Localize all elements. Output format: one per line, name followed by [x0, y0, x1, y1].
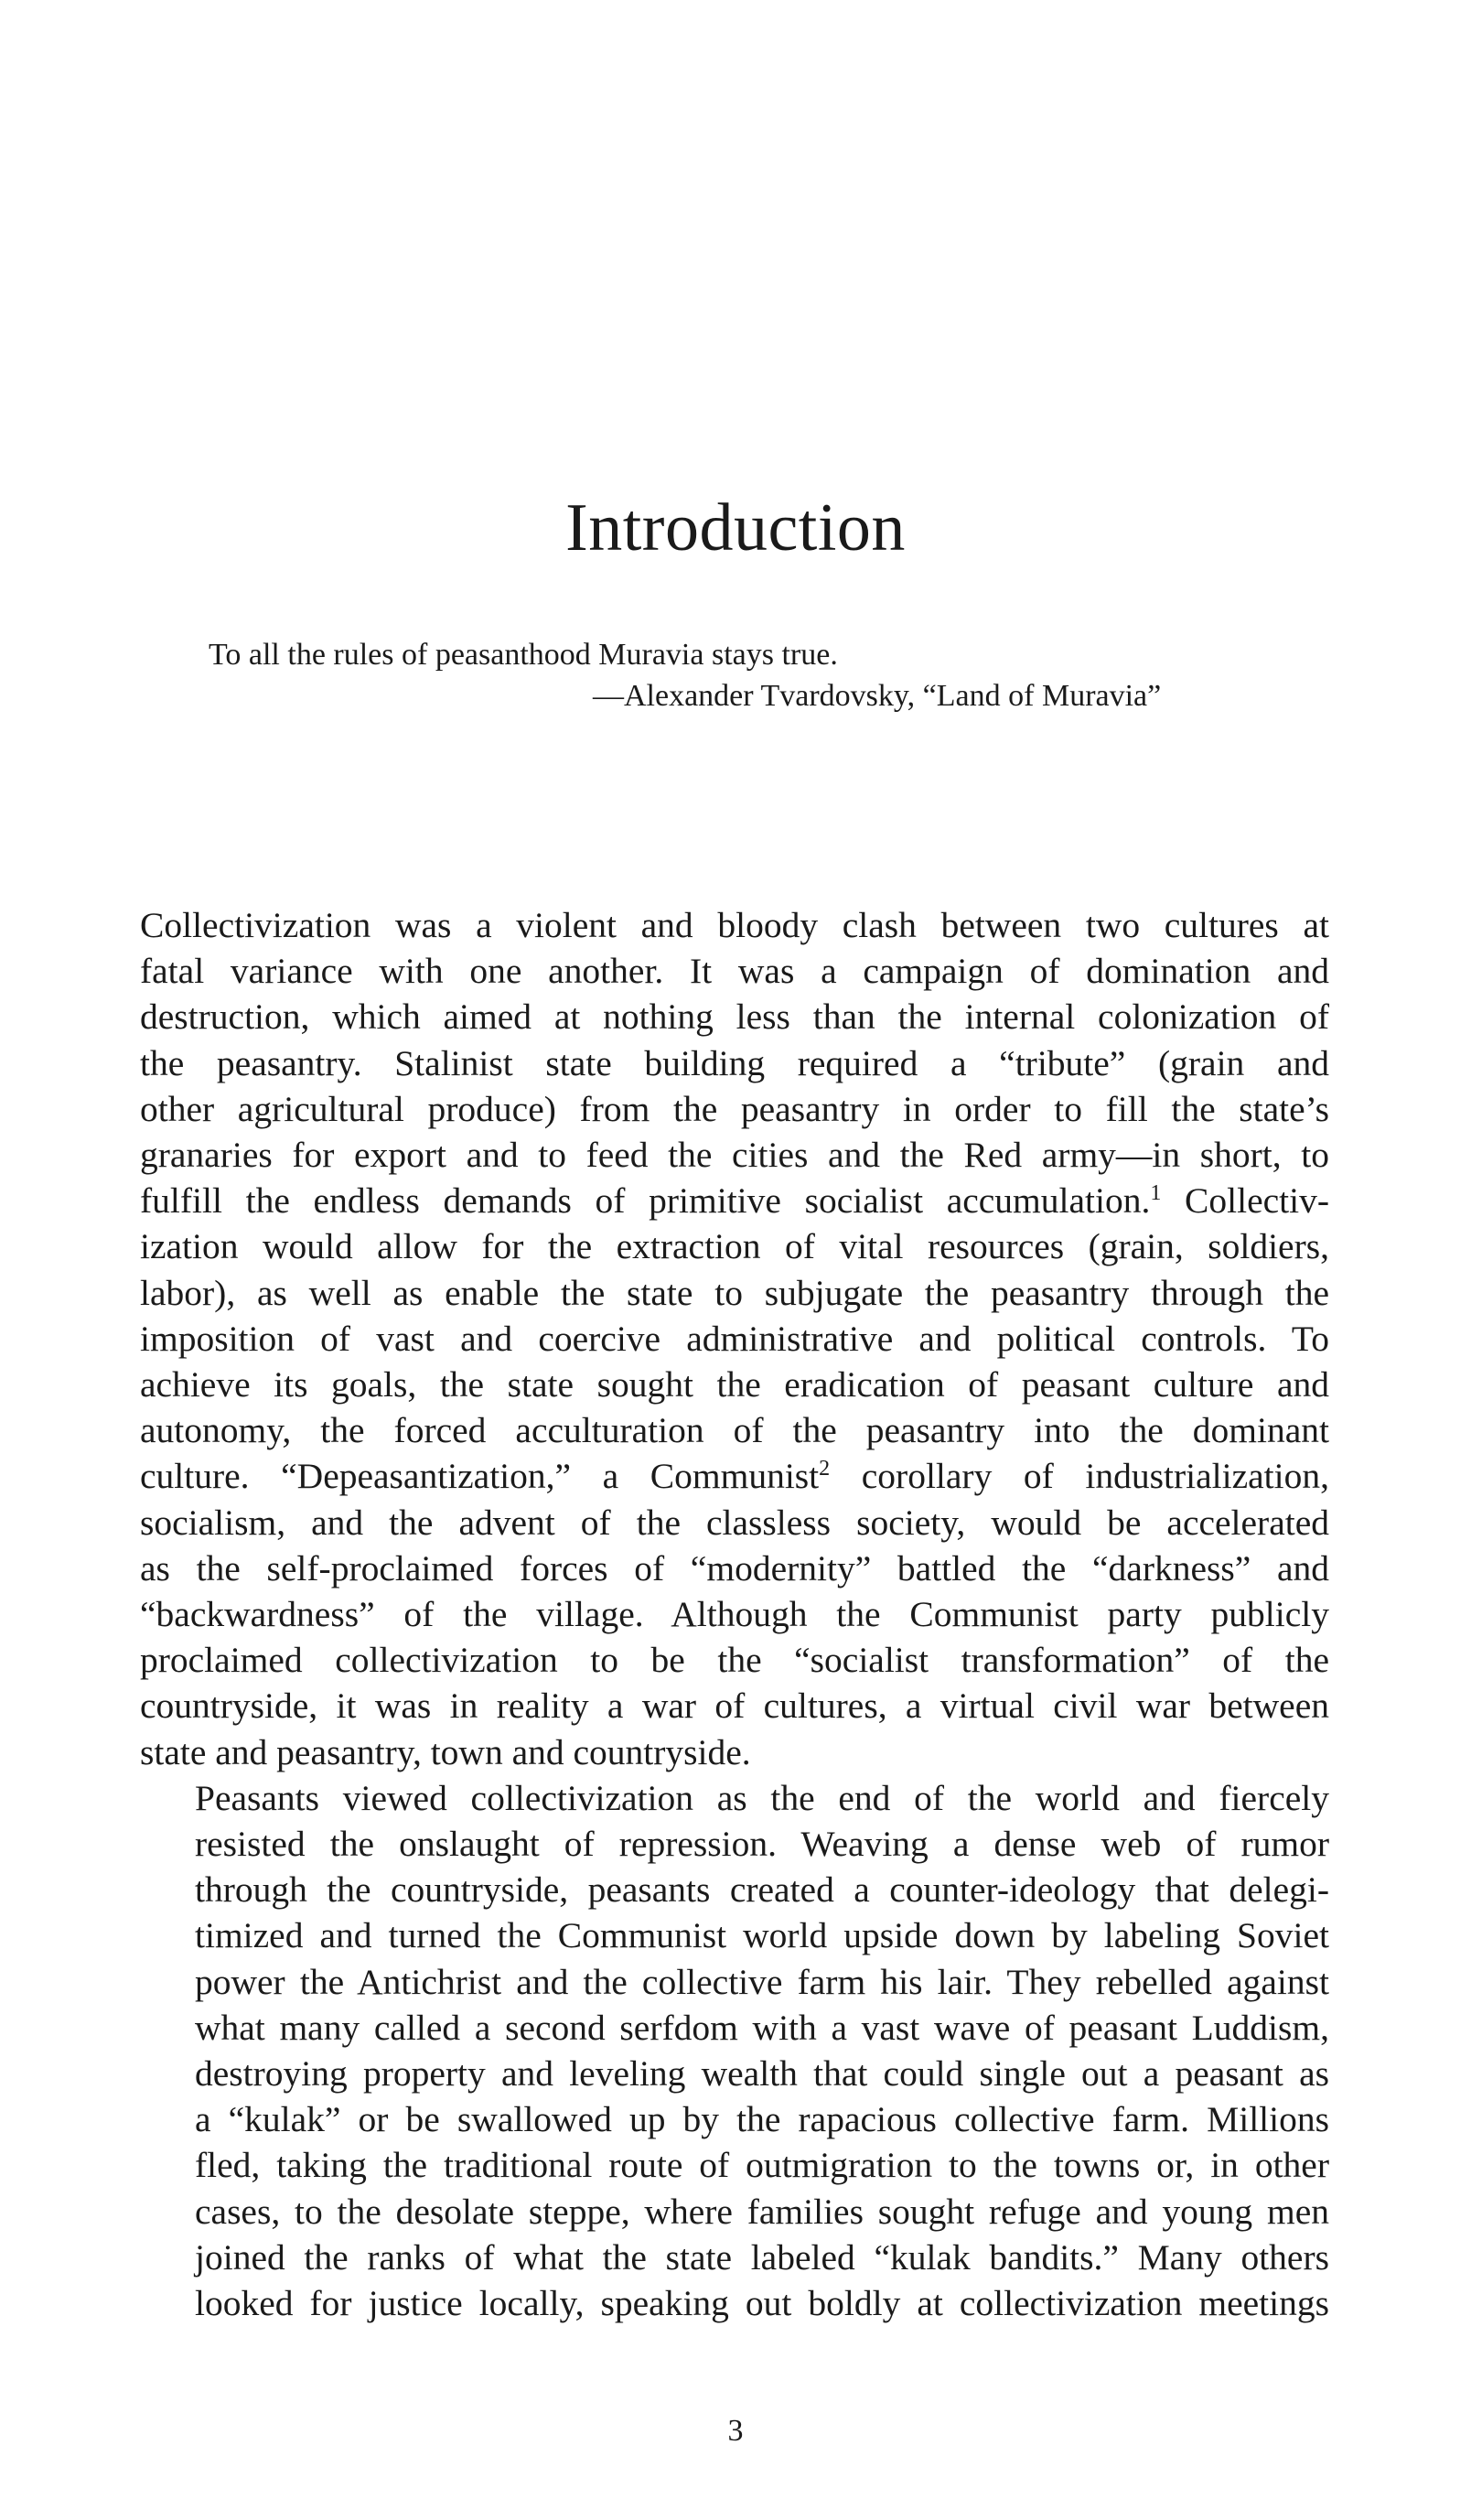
text-line: achieve its goals, the state sought the eradication of peasant culture and	[140, 1364, 1329, 1405]
chapter-title: Introduction	[565, 490, 906, 565]
text-line: resisted the onslaught of repression. Weaving a dense web of rumor	[195, 1824, 1329, 1865]
text-line: cases, to the desolate steppe, where families sought refuge and young men	[195, 2191, 1329, 2232]
text-line: countryside, it was in reality a war of cultures, a virtual civil war between	[140, 1685, 1329, 1727]
text-line: labor), as well as enable the state to subjugate the peasantry through the	[140, 1272, 1329, 1313]
text-line: “backwardness” of the village. Although the Communist party publicly	[140, 1594, 1329, 1635]
footnote-marker[interactable]: 1	[1150, 1181, 1162, 1206]
footnote-marker[interactable]: 2	[819, 1457, 831, 1481]
page-number: 3	[727, 2414, 744, 2448]
epigraph-quote: To all the rules of peasanthood Muravia stays true.	[209, 638, 838, 672]
epigraph-attribution: —Alexander Tvardovsky, “Land of Muravia”	[593, 679, 1162, 713]
text-line: Peasants viewed collectivization as the end of the world and fiercely	[195, 1777, 1329, 1818]
text-line: what many called a second serfdom with a vast wave of peasant Luddism,	[195, 2007, 1329, 2048]
text-line: imposition of vast and coercive administrative and political controls. To	[140, 1318, 1329, 1359]
body-text	[140, 902, 1329, 2326]
text-segment: culture. “Depeasantization,” a Communist	[140, 1456, 820, 1497]
text-line: power the Antichrist and the collective farm his lair. They rebelled against	[195, 1961, 1329, 2002]
text-line: other agricultural produce) from the peasantry in order to fill the state’s	[140, 1088, 1329, 1129]
text-line: state and peasantry, town and countryside.	[140, 1731, 751, 1772]
text-line: destruction, which aimed at nothing less than the internal colonization of	[140, 996, 1329, 1038]
text-line: fatal variance with one another. It was a campaign of domination and	[140, 951, 1329, 992]
text-line	[140, 1178, 1329, 1223]
text-line: ization would allow for the extraction of vital resources (grain, soldiers,	[140, 1226, 1329, 1267]
text-segment: Collectiv-	[1161, 1180, 1329, 1222]
text-line	[140, 1453, 1329, 1499]
text-line: the peasantry. Stalinist state building required a “tribute” (grain and	[140, 1042, 1329, 1083]
text-line: as the self-proclaimed forces of “modernity” battled the “darkness” and	[140, 1547, 1329, 1588]
text-line: fled, taking the traditional route of outmigration to the towns or, in other	[195, 2145, 1329, 2186]
text-segment: corollary of industrialization,	[830, 1456, 1329, 1497]
paragraph-2	[140, 1775, 1329, 2326]
text-segment: fulfill the endless demands of primitive socialist accumulation.	[140, 1180, 1151, 1222]
text-line: autonomy, the forced acculturation of the peasantry into the dominant	[140, 1410, 1329, 1451]
text-line: Collectivization was a violent and bloody clash between two cultures at	[140, 905, 1329, 945]
text-line: socialism, and the advent of the classless society, would be accelerated	[140, 1502, 1329, 1543]
text-line: proclaimed collectivization to be the “socialist transformation” of the	[140, 1640, 1329, 1681]
text-line: granaries for export and to feed the cities and the Red army—in short, to	[140, 1135, 1329, 1176]
text-line: destroying property and leveling wealth that could single out a peasant as	[195, 2053, 1329, 2095]
text-line: timized and turned the Communist world upside down by labeling Soviet	[195, 1915, 1329, 1956]
text-line: through the countryside, peasants created a counter-ideology that delegi-	[195, 1869, 1329, 1911]
text-line: looked for justice locally, speaking out boldly at collectivization meetings	[195, 2283, 1329, 2324]
text-line: a “kulak” or be swallowed up by the rapacious collective farm. Millions	[195, 2099, 1329, 2140]
paragraph-1	[140, 902, 1329, 1775]
text-line: joined the ranks of what the state labeled “kulak bandits.” Many others	[195, 2236, 1329, 2278]
epigraph	[209, 634, 1288, 716]
